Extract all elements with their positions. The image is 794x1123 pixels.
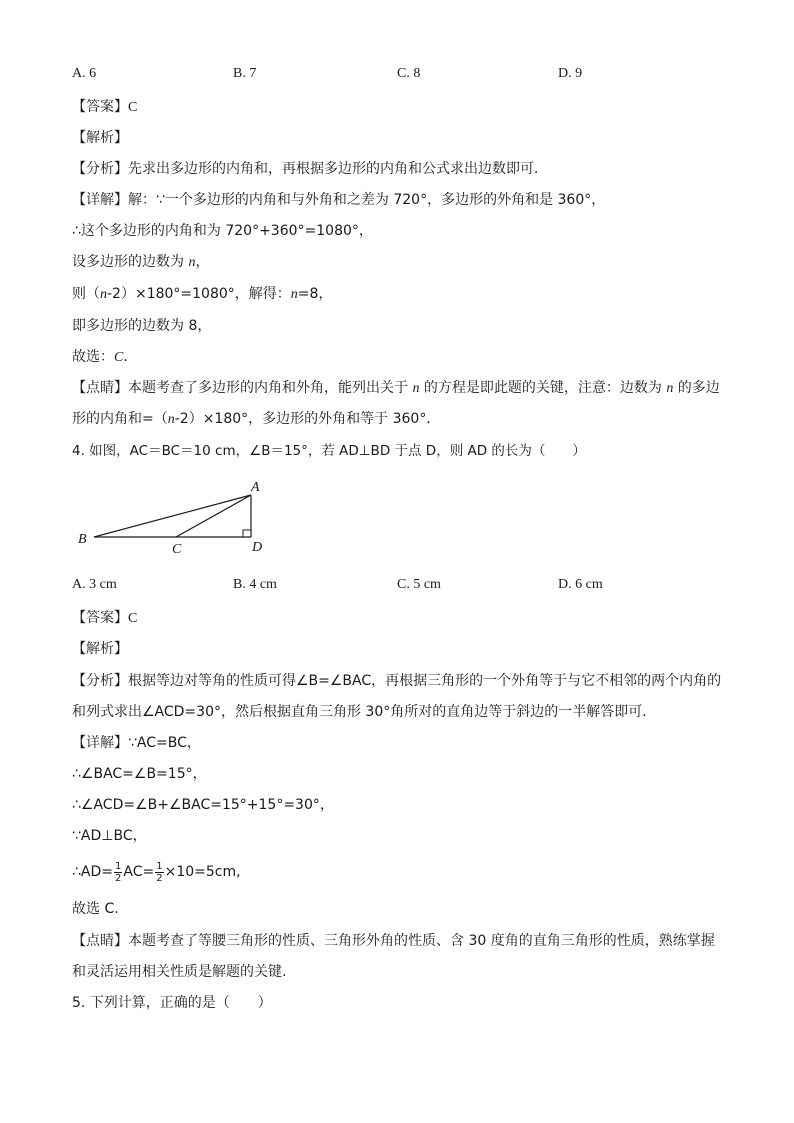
q4-dianjing-1 — [72, 931, 715, 951]
q4-option-c: C. 5 cm — [397, 577, 441, 592]
fraction-one-half — [155, 861, 163, 884]
detail-tag: 【详解】 — [72, 735, 128, 751]
q4-analysis-tag: 【解析】 — [72, 641, 128, 657]
q4-stem: 4. 如图，AC＝BC＝10 cm，∠B＝15°，若 AD⊥BD 于点 D，则 AD 的长为（ ） — [72, 443, 586, 459]
fenxi-tag: 【分析】 — [72, 161, 128, 177]
q4-answer — [72, 608, 137, 629]
q3-detail-2: ∴这个多边形的内角和为 720°+360°=1080°， — [72, 223, 373, 239]
q3-dianjing-2 — [72, 409, 440, 430]
q4-dianjing-2: 和灵活运用相关性质是解题的关键. — [72, 964, 287, 980]
var-n: n — [290, 287, 298, 302]
q3-analysis-tag: 【解析】 — [72, 130, 128, 146]
q3-fenxi — [72, 159, 548, 179]
q3-options — [72, 66, 732, 86]
q4-triangle-figure — [72, 474, 282, 558]
label-b: B — [78, 532, 87, 547]
choice-punct: ． — [123, 349, 138, 365]
q4-option-a: A. 3 cm — [72, 577, 117, 592]
q3-option-c: C. 8 — [397, 66, 421, 81]
detail-5-text-c: ×10=5cm, — [164, 864, 241, 880]
q3-detail-1 — [72, 190, 605, 210]
answer-tag: 【答案】 — [72, 610, 128, 626]
q4-detail-1 — [72, 733, 201, 753]
detail-tag: 【详解】 — [72, 192, 128, 208]
fraction-numerator: 1 — [115, 860, 122, 872]
var-n: n — [666, 381, 674, 396]
dianjing-tag: 【点睛】 — [72, 933, 128, 949]
q4-fenxi-1 — [72, 671, 721, 691]
q3-option-b: B. 7 — [233, 66, 257, 81]
label-a: A — [251, 480, 260, 495]
q3-dianjing-1 — [72, 378, 720, 399]
dianjing-text-c: 的多边 — [673, 380, 720, 396]
q4-detail-5 — [72, 858, 241, 886]
segment-ba — [94, 495, 251, 537]
q4-option-b: B. 4 cm — [233, 577, 277, 592]
answer-tag: 【答案】 — [72, 99, 128, 115]
label-c: C — [172, 542, 182, 557]
dianjing-2-text-a: 形的内角和=（ — [72, 411, 168, 427]
q4-detail-3: ∴∠ACD=∠B+∠BAC=15°+15°=30°， — [72, 797, 334, 813]
q4-options — [72, 577, 732, 597]
choice-letter: C — [114, 350, 124, 365]
var-n: n — [412, 381, 420, 396]
dianjing-2-text-b: -2）×180°，多边形的外角和等于 360°． — [174, 411, 441, 427]
right-angle-mark — [243, 530, 251, 537]
detail-4-text-b: -2）×180°=1080°，解得： — [107, 286, 291, 302]
detail-4-text-a: 则（ — [72, 286, 100, 302]
fenxi-tag: 【分析】 — [72, 673, 128, 689]
dianjing-text-b: 的方程是即此题的关键，注意：边数为 — [419, 380, 667, 396]
q3-option-d: D. 9 — [558, 66, 583, 81]
detail-text: ∵AC=BC， — [128, 735, 201, 751]
detail-3-text: 设多边形的边数为 — [72, 254, 189, 270]
q3-choice — [72, 347, 137, 368]
fraction-one-half — [114, 861, 122, 884]
fenxi-text: 根据等边对等角的性质可得∠B=∠BAC，再根据三角形的一个外角等于与它不相邻的两个内角的 — [128, 673, 722, 689]
detail-5-text-a: ∴AD= — [72, 864, 113, 880]
detail-5-text-b: AC= — [123, 864, 155, 880]
fenxi-text: 先求出多边形的内角和，再根据多边形的内角和公式求出边数即可． — [128, 161, 548, 177]
q5-stem: 5. 下列计算，正确的是（ ） — [72, 995, 272, 1011]
label-d: D — [252, 540, 263, 555]
var-n: n — [100, 287, 107, 302]
q3-detail-5: 即多边形的边数为 8， — [72, 318, 212, 334]
var-n: n — [167, 412, 175, 427]
q4-fenxi-2: 和列式求出∠ACD=30°，然后根据直角三角形 30°角所对的直角边等于斜边的一半解答即可． — [72, 704, 657, 720]
detail-4-text-c: =8， — [297, 286, 333, 302]
q4-detail-4: ∵AD⊥BC， — [72, 828, 147, 844]
q4-detail-2: ∴∠BAC=∠B=15°， — [72, 766, 207, 782]
fraction-numerator: 1 — [156, 860, 163, 872]
detail-text: 解：∵一个多边形的内角和与外角和之差为 720°，多边形的外角和是 360°， — [128, 192, 606, 208]
choice-text: 故选： — [72, 349, 114, 365]
fraction-denominator: 2 — [156, 872, 163, 884]
q3-answer — [72, 97, 137, 118]
dianjing-tag: 【点睛】 — [72, 380, 128, 396]
answer-value: C — [128, 611, 138, 626]
q4-choice: 故选 C. — [72, 901, 119, 917]
q4-option-d: D. 6 cm — [558, 577, 603, 592]
fraction-denominator: 2 — [115, 872, 122, 884]
dianjing-text: 本题考查了等腰三角形的性质、三角形外角的性质、含 30 度角的直角三角形的性质，熟练掌握 — [128, 933, 715, 949]
detail-3-punct: ， — [195, 254, 210, 270]
var-n: n — [188, 255, 196, 270]
q3-detail-3 — [72, 252, 209, 273]
dianjing-text-a: 本题考查了多边形的内角和外角，能列出关于 — [128, 380, 413, 396]
segment-ca — [176, 495, 251, 537]
answer-value: C — [128, 100, 138, 115]
q3-detail-4 — [72, 284, 332, 305]
q3-option-a: A. 6 — [72, 66, 97, 81]
